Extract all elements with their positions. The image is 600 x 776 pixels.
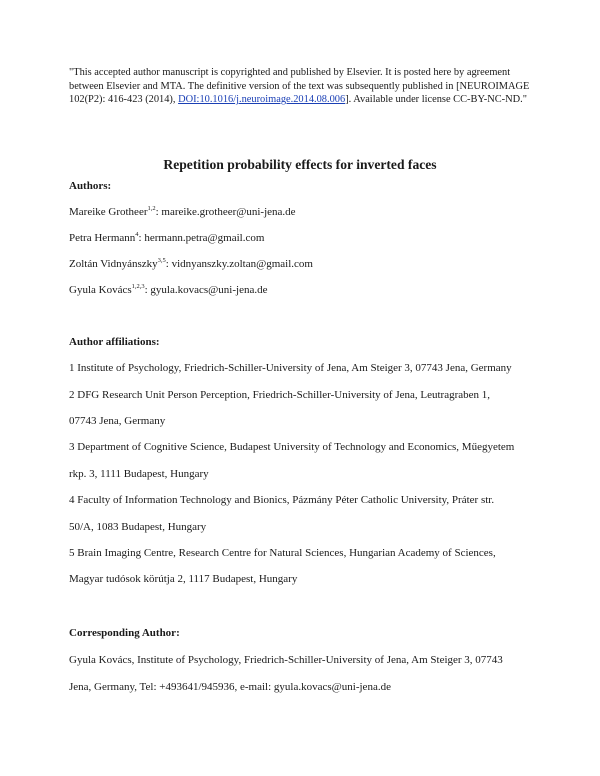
author-name: Gyula Kovács [69, 284, 132, 296]
author-email: : mareike.grotheer@uni-jena.de [155, 206, 296, 218]
author-name: Petra Hermann [69, 232, 136, 244]
author-affiliation-numbers: 1,2,3 [131, 283, 145, 290]
affiliation-line: 07743 Jena, Germany [69, 415, 166, 427]
author-line [69, 232, 264, 244]
affiliation-line: Magyar tudósok körútja 2, 1117 Budapest, Hungary [69, 573, 298, 585]
corresponding-author-line: Gyula Kovács, Institute of Psychology, Friedrich-Schiller-University of Jena, Am Steiger 3, 07743 [69, 654, 503, 666]
author-affiliation-numbers: 3,5 [157, 257, 166, 264]
author-email: : vidnyanszky.zoltan@gmail.com [165, 258, 313, 270]
authors-heading: Authors: [69, 180, 112, 192]
author-affiliation-numbers: 4 [135, 231, 139, 238]
corresponding-author-heading: Corresponding Author: [69, 627, 180, 639]
corresponding-author-line: Jena, Germany, Tel: +493641/945936, e-mail: gyula.kovacs@uni-jena.de [69, 681, 391, 693]
affiliation-line: 3 Department of Cognitive Science, Budapest University of Technology and Economics, Műegyetem [69, 441, 515, 453]
author-name: Mareike Grotheer [69, 206, 148, 218]
affiliations-heading: Author affiliations: [69, 336, 160, 348]
affiliation-line: 50/A, 1083 Budapest, Hungary [69, 521, 207, 533]
paper-title: Repetition probability effects for inverted faces [163, 157, 437, 172]
copyright-notice [69, 66, 539, 107]
author-email: : gyula.kovacs@uni-jena.de [144, 284, 268, 296]
affiliation-line: 2 DFG Research Unit Person Perception, Friedrich-Schiller-University of Jena, Leutragraben 1, [69, 389, 491, 401]
doi-link[interactable]: DOI:10.1016/j.neuroimage.2014.08.006 [178, 94, 346, 106]
author-affiliation-numbers: 1,2 [147, 205, 156, 212]
author-email: : hermann.petra@gmail.com [138, 232, 265, 244]
notice-text-start: "This accepted author manuscript is copyrighted and published by Elsevier. It is posted here by agreement between Elsevier and MTA. The definitive version of the text was subsequently published in [NEUROIMAGE 102(P2): 416-423 (2014), [69, 67, 530, 106]
affiliation-line: rkp. 3, 1111 Budapest, Hungary [69, 468, 209, 480]
affiliation-line: 4 Faculty of Information Technology and Bionics, Pázmány Péter Catholic University, Práter str. [69, 494, 495, 506]
notice-text-end: ]. Available under license CC-BY-NC-ND." [345, 94, 527, 106]
affiliation-line: 1 Institute of Psychology, Friedrich-Schiller-University of Jena, Am Steiger 3, 07743 Jena, Germany [69, 362, 512, 374]
author-name: Zoltán Vidnyánszky [69, 258, 158, 270]
author-line [69, 284, 267, 296]
author-line [69, 206, 296, 218]
affiliation-line: 5 Brain Imaging Centre, Research Centre for Natural Sciences, Hungarian Academy of Sciences, [69, 547, 496, 559]
author-line [69, 258, 313, 270]
